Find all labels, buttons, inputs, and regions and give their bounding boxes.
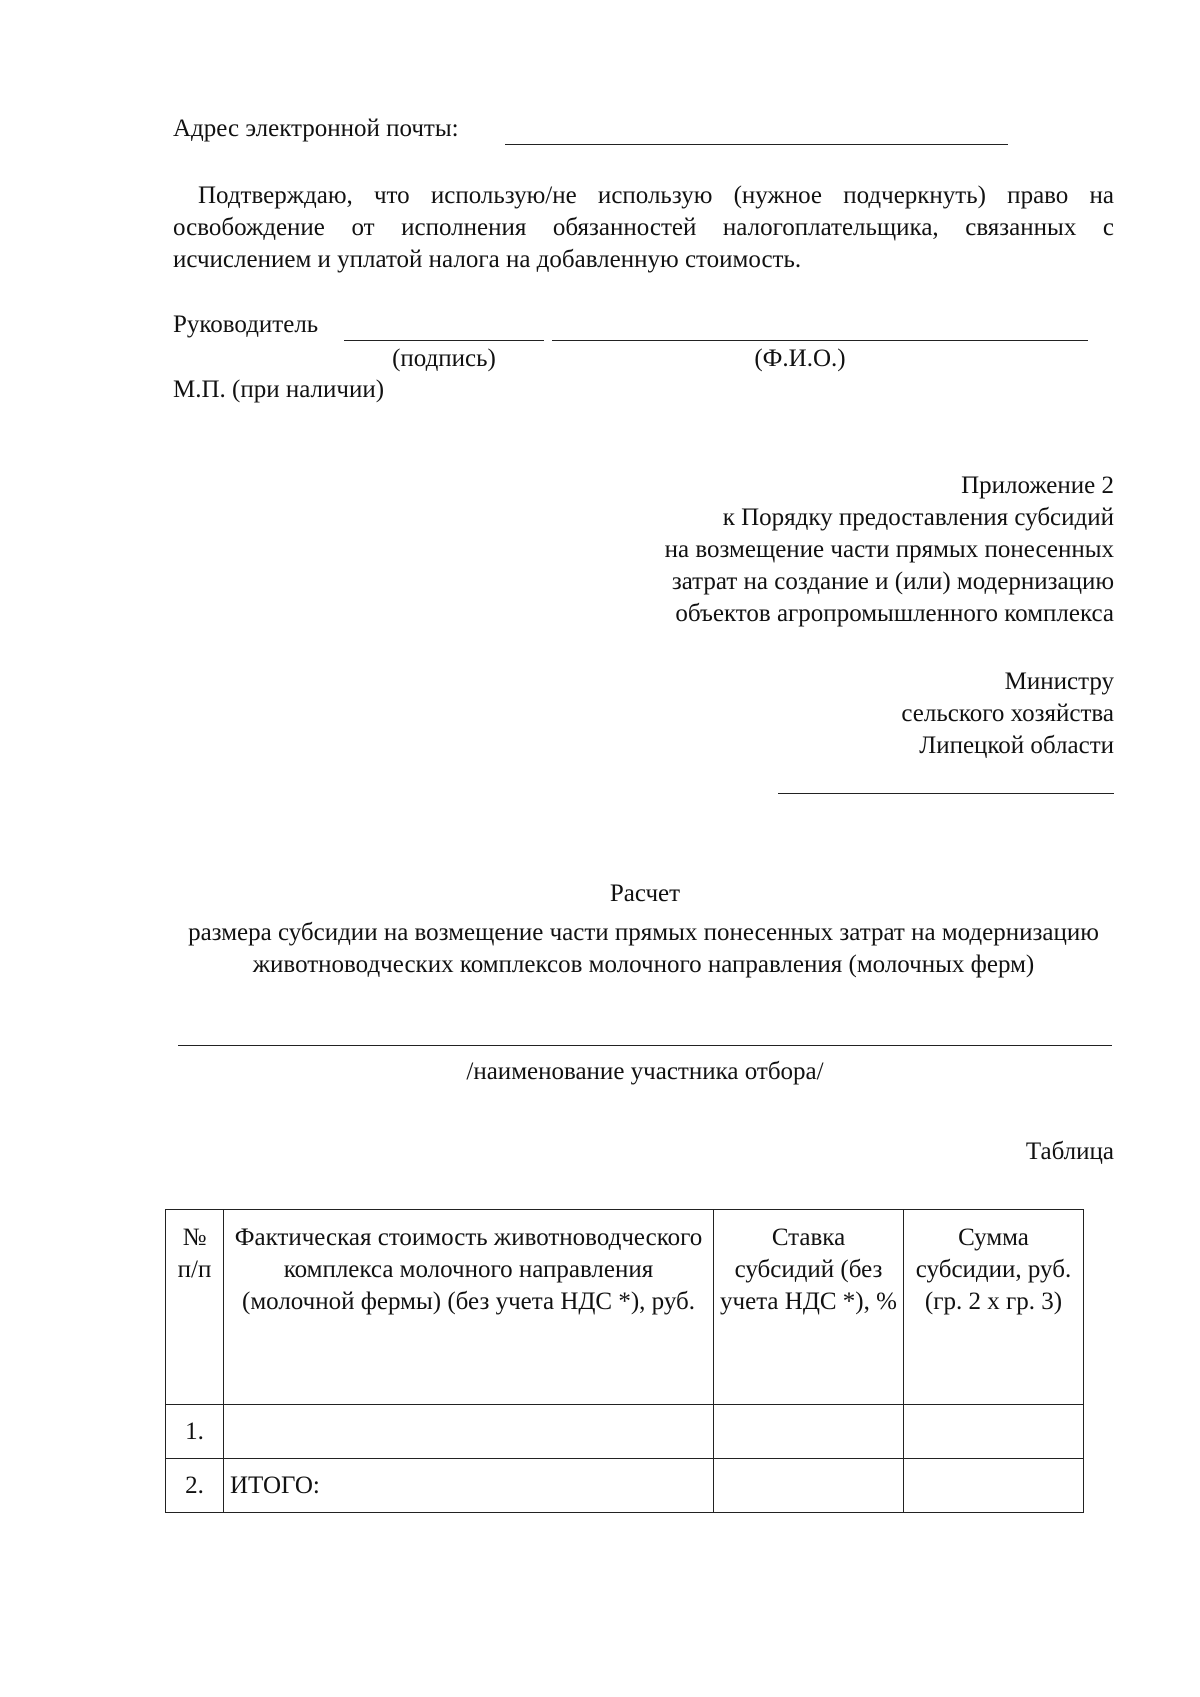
email-label: Адрес электронной почты: [173, 115, 459, 142]
row-number: 2. [166, 1459, 224, 1513]
addressee-line: Липецкой области [919, 732, 1114, 759]
signature-line[interactable] [344, 340, 544, 341]
cell-total-label: ИТОГО: [224, 1459, 714, 1513]
header-subsidy-rate: Ставка субсидий (без учета НДС *), % [714, 1210, 904, 1405]
row-number: 1. [166, 1405, 224, 1459]
header-subsidy-sum: Сумма субсидии, руб. (гр. 2 x гр. 3) [904, 1210, 1084, 1405]
calc-title: Расчет [609, 880, 681, 907]
head-label: Руководитель [173, 311, 319, 338]
table-row [166, 1459, 1084, 1513]
appendix-line: Приложение 2 [961, 472, 1114, 499]
addressee-line: Министру [1004, 668, 1114, 695]
table-header-row [166, 1210, 1084, 1405]
addressee-line: сельского хозяйства [901, 700, 1114, 727]
header-actual-cost: Фактическая стоимость животноводческого комплекса молочного направления (молочной фермы) (без учета НДС *), руб. [224, 1210, 714, 1405]
cell-subsidy-rate[interactable] [714, 1405, 904, 1459]
appendix-line: к Порядку предоставления субсидий [722, 504, 1114, 531]
addressee-block [714, 666, 1114, 762]
participant-name-line[interactable] [178, 1045, 1112, 1046]
appendix-line: затрат на создание и (или) модернизацию [671, 568, 1114, 595]
subsidy-calc-table [165, 1209, 1084, 1513]
appendix-line: объектов агропромышленного комплекса [675, 600, 1114, 627]
addressee-name-line[interactable] [778, 793, 1114, 794]
email-field-line[interactable] [505, 144, 1008, 145]
fio-line[interactable] [552, 340, 1088, 341]
table-label: Таблица [1025, 1138, 1114, 1165]
cell-actual-cost[interactable] [224, 1405, 714, 1459]
appendix-header [554, 470, 1114, 630]
appendix-line: на возмещение части прямых понесенных [664, 536, 1114, 563]
cell-subsidy-sum[interactable] [904, 1459, 1084, 1513]
cell-subsidy-sum[interactable] [904, 1405, 1084, 1459]
signature-caption: (подпись) [392, 345, 496, 372]
table-row [166, 1405, 1084, 1459]
cell-subsidy-rate[interactable] [714, 1459, 904, 1513]
stamp-label: М.П. (при наличии) [173, 376, 385, 403]
fio-caption: (Ф.И.О.) [754, 345, 846, 372]
participant-caption: /наименование участника отбора/ [466, 1058, 824, 1085]
header-number: № п/п [166, 1210, 224, 1405]
calc-subtitle: размера субсидии на возмещение части прямых понесенных затрат на модернизацию животноводческих комплексов молочного направления (молочных ферм) [188, 919, 1099, 978]
vat-confirmation-paragraph: Подтверждаю, что использую/не использую (нужное подчеркнуть) право на освобождение от исполнения обязанностей налогоплательщика, связанных с исчислением и уплатой налога на добавленную стоимость. [173, 182, 1114, 273]
